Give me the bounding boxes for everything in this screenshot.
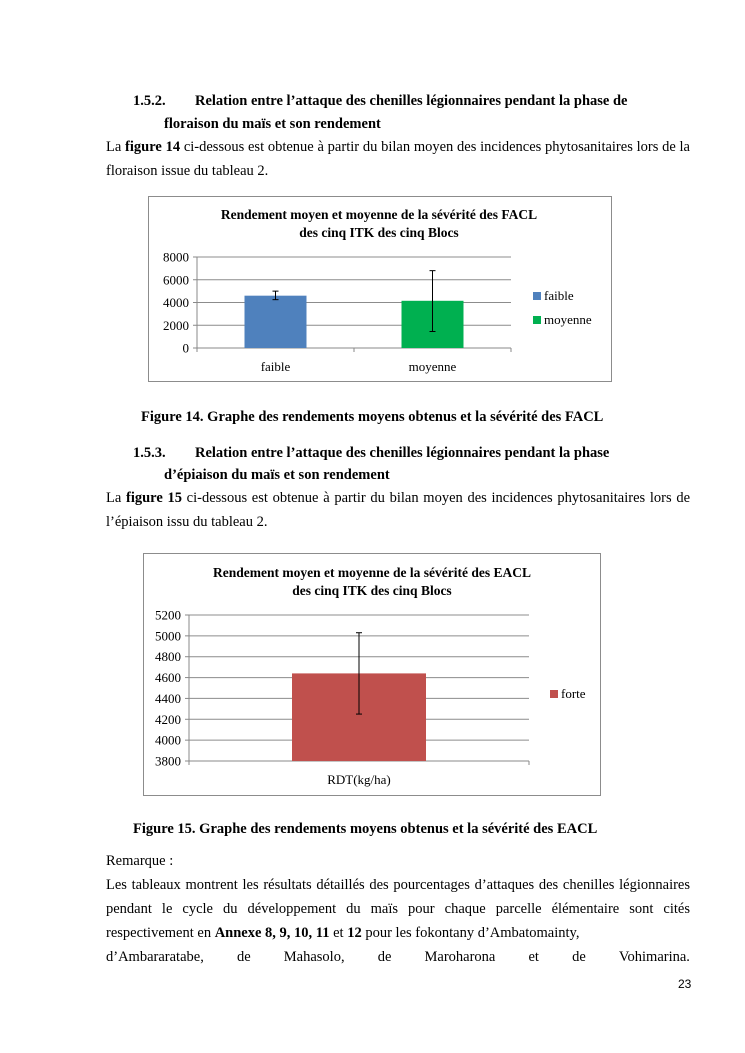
page-number: 23 <box>678 977 692 991</box>
chart-title: des cinq ITK des cinq Blocs <box>292 583 452 598</box>
figure-15-caption: Figure 15. Graphe des rendements moyens obtenus et la sévérité des EACL <box>133 821 598 837</box>
legend-swatch <box>533 316 541 324</box>
paragraph-text: La <box>106 139 126 155</box>
y-tick-label: 5200 <box>155 607 181 623</box>
remarque-last-line <box>106 945 690 969</box>
remarque-label: Remarque : <box>106 853 174 869</box>
bar-faible <box>245 296 307 348</box>
y-tick-label: 4000 <box>155 732 181 748</box>
y-tick-label: 3800 <box>155 753 181 769</box>
section-number-1-5-2: 1.5.2. <box>133 93 166 109</box>
word: Mahasolo, <box>283 949 345 965</box>
chart-eacl-svg <box>144 554 600 795</box>
word: Vohimarina. <box>618 949 690 965</box>
paragraph-text: ci-dessous est obtenue à partir du bilan moyen des incidences phytosanitaires lors de l’épiaison issu du tableau 2. <box>106 490 691 530</box>
y-tick-label: 5000 <box>155 628 181 644</box>
legend-label: faible <box>544 288 574 303</box>
paragraph-figure14-intro <box>106 135 690 183</box>
legend-label: moyenne <box>544 312 592 327</box>
y-tick-label: 2000 <box>163 317 189 333</box>
remarque-paragraph <box>106 873 690 969</box>
paragraph-text: La <box>106 490 126 506</box>
section-title-1-5-2-line1: Relation entre l’attaque des chenilles légionnaires pendant la phase de <box>195 93 628 109</box>
y-tick-label: 0 <box>182 340 189 356</box>
paragraph-text: ci-dessous est obtenue à partir du bilan moyen des incidences phytosanitaires lors de la floraison issue du tableau 2. <box>106 139 690 179</box>
word: de <box>572 949 586 965</box>
y-tick-label: 4800 <box>155 649 181 665</box>
word: Maroharona <box>424 949 496 965</box>
section-title-1-5-3-line2: d’épiaison du maïs et son rendement <box>164 467 390 483</box>
annex-refs: Annexe 8, 9, 10, 11 <box>214 925 330 941</box>
legend-swatch <box>550 690 558 698</box>
section-title-1-5-3-line1: Relation entre l’attaque des chenilles légionnaires pendant la phase <box>195 445 610 461</box>
word: de <box>377 949 392 965</box>
figure-14-caption: Figure 14. Graphe des rendements moyens obtenus et la sévérité des FACL <box>141 409 604 425</box>
x-tick-label: RDT(kg/ha) <box>327 772 391 787</box>
word: de <box>236 949 251 965</box>
figure-ref-15: figure 15 <box>126 490 182 506</box>
y-tick-label: 4600 <box>155 670 181 686</box>
legend-label: forte <box>561 686 586 701</box>
paragraph-text: Les tableaux montrent les résultats détaillés des pourcentages d’attaques des chenilles légionnaires pendant le cycle du développement du maïs pour chaque parcelle élémentaire sont cités respectivement en <box>106 877 690 941</box>
word: d’Ambararatabe, <box>106 949 204 965</box>
annex-ref-12: 12 <box>347 925 362 941</box>
section-title-1-5-2-line2: floraison du maïs et son rendement <box>164 116 381 132</box>
chart-title: des cinq ITK des cinq Blocs <box>299 225 459 240</box>
y-tick-label: 4200 <box>155 711 181 727</box>
paragraph-figure15-intro <box>106 486 690 534</box>
paragraph-text: et <box>329 925 348 941</box>
x-tick-label: moyenne <box>408 359 457 374</box>
y-tick-label: 6000 <box>163 272 189 288</box>
y-tick-label: 4400 <box>155 690 181 706</box>
figure-ref-14: figure 14 <box>125 139 181 155</box>
legend-swatch <box>533 292 541 300</box>
chart-facl-svg <box>149 197 611 381</box>
section-number-1-5-3: 1.5.3. <box>133 445 166 461</box>
chart-title: Rendement moyen et moyenne de la sévérité des EACL <box>213 565 531 580</box>
chart-title: Rendement moyen et moyenne de la sévérité des FACL <box>220 207 538 222</box>
chart-eacl <box>143 553 601 796</box>
y-tick-label: 8000 <box>163 249 189 265</box>
x-tick-label: faible <box>260 359 291 374</box>
word: et <box>528 949 539 965</box>
y-tick-label: 4000 <box>163 295 189 310</box>
chart-facl <box>148 196 612 382</box>
paragraph-text: pour les fokontany d’Ambatomainty, <box>361 925 580 941</box>
